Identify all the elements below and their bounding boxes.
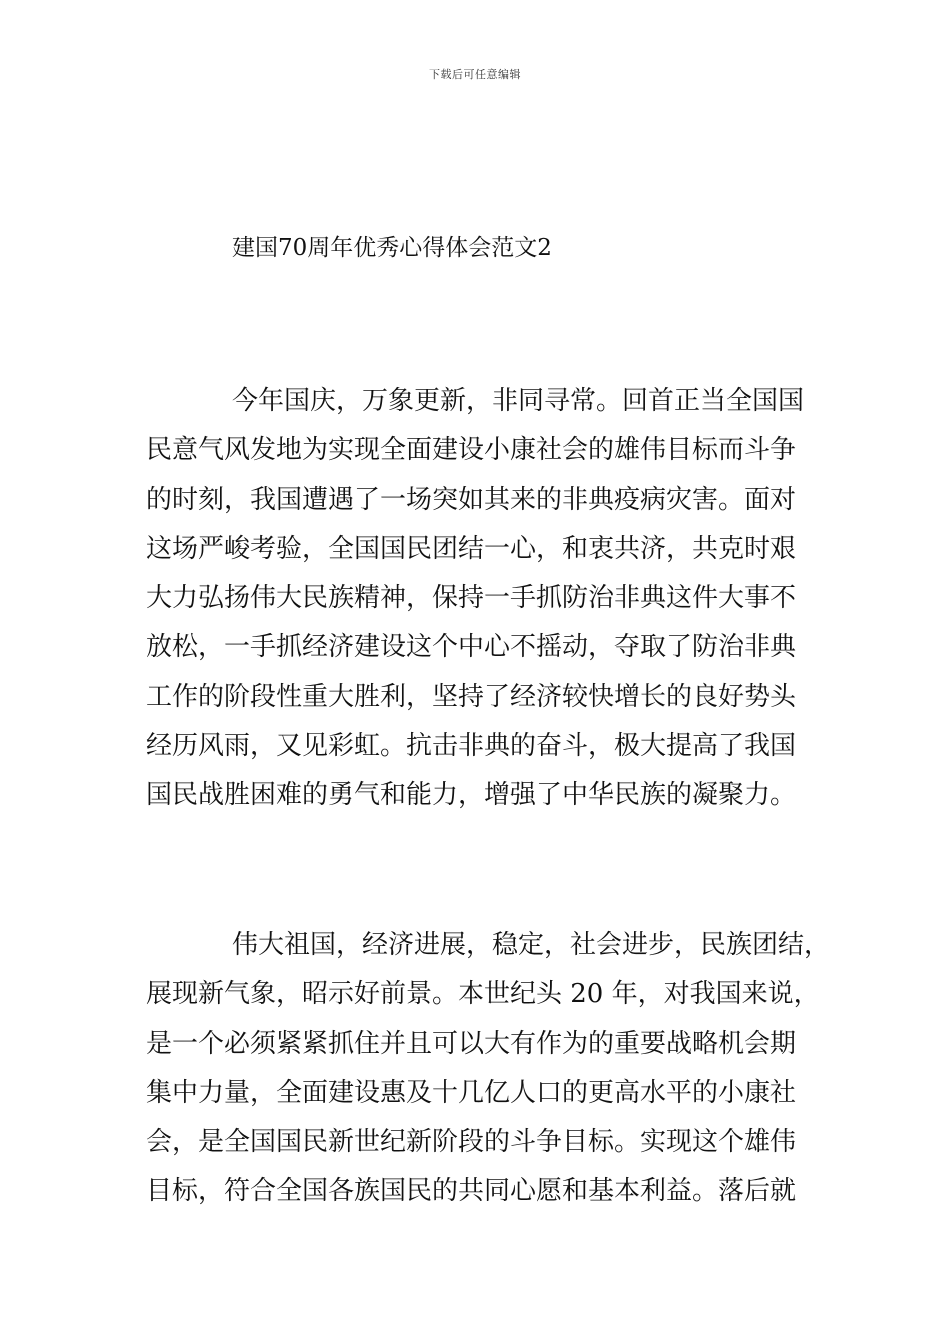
paragraph-line: 会，是全国国民新世纪新阶段的斗争目标。实现这个雄伟 (146, 1127, 797, 1158)
paragraph-1 (146, 377, 836, 821)
paragraph-line: 的时刻，我国遭遇了一场突如其来的非典疫病灾害。面对 (146, 484, 797, 515)
paragraph-line: 目标，符合全国各族国民的共同心愿和基本利益。落后就 (146, 1176, 797, 1207)
document-title: 建国70周年优秀心得体会范文2 (232, 235, 552, 261)
paragraph-line: 经历风雨，又见彩虹。抗击非典的奋斗，极大提高了我国 (146, 731, 797, 762)
paragraph-line: 大力弘扬伟大民族精神，保持一手抓防治非典这件大事不 (146, 583, 797, 614)
paragraph-line: 工作的阶段性重大胜利，坚持了经济较快增长的良好势头 (146, 681, 797, 712)
page-header-note: 下载后可任意编辑 (429, 68, 521, 81)
paragraph-line: 是一个必须紧紧抓住并且可以大有作为的重要战略机会期 (146, 1028, 797, 1059)
paragraph-line: 国民战胜困难的勇气和能力，增强了中华民族的凝聚力。 (146, 780, 797, 811)
paragraph-line: 今年国庆，万象更新，非同寻常。回首正当全国国 (232, 386, 805, 416)
paragraph-line: 集中力量，全面建设惠及十几亿人口的更高水平的小康社 (146, 1077, 797, 1108)
paragraph-line: 伟大祖国，经济进展，稳定，社会进步，民族团结， (232, 930, 831, 960)
paragraph-line: 民意气风发地为实现全面建设小康社会的雄伟目标而斗争 (146, 435, 797, 466)
paragraph-line: 放松，一手抓经济建设这个中心不摇动，夺取了防治非典 (146, 632, 797, 663)
paragraph-line: 这场严峻考验，全国国民团结一心，和衷共济，共克时艰 (146, 533, 797, 564)
paragraph-2 (146, 921, 836, 1217)
paragraph-line: 展现新气象，昭示好前景。本世纪头 20 年，对我国来说， (146, 979, 820, 1010)
